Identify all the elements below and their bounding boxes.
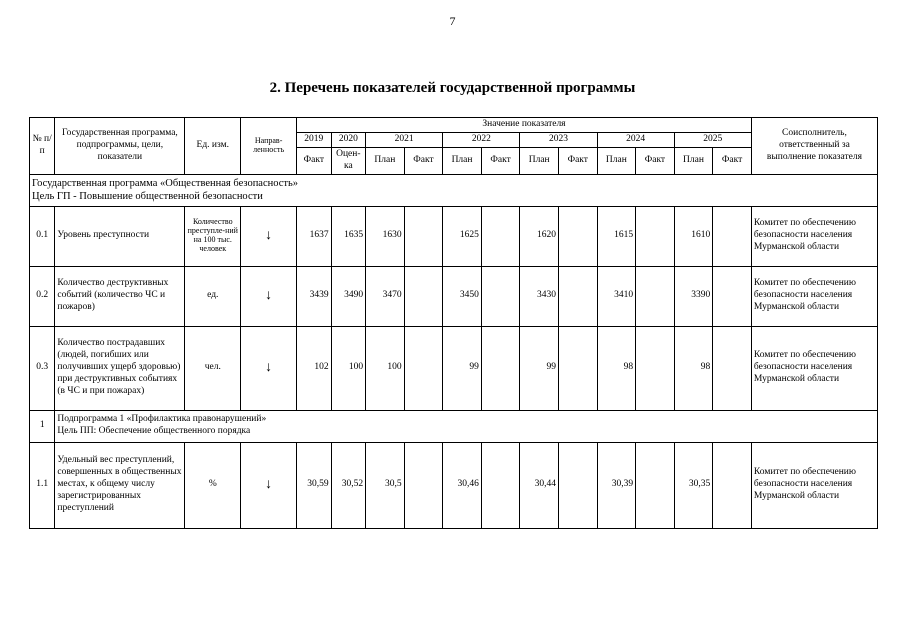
value-2021-plan: 3470 [366,266,405,326]
value-2022-plan: 99 [443,326,482,410]
value-2025-fact [713,206,752,266]
value-2021-plan: 30,5 [366,442,405,528]
year-2021: 2021 [366,132,443,147]
value-2020: 30,52 [331,442,366,528]
value-2023-plan: 99 [520,326,559,410]
row-num: 1.1 [30,442,55,528]
row-num: 0.3 [30,326,55,410]
program-goal: Цель ГП - Повышение общественной безопасности [32,191,263,202]
kind-fact-2019: Факт [297,147,332,174]
row-executor: Комитет по обеспечению безопасности населения Мурманской области [751,206,877,266]
table-row [30,442,878,528]
value-2022-fact [481,326,520,410]
kind-plan-2023: План [520,147,559,174]
value-2025-fact [713,326,752,410]
year-2019: 2019 [297,132,332,147]
header-unit: Ед. изм. [185,118,241,175]
value-2024-fact [636,442,675,528]
header-executor: Соисполнитель, ответственный за выполнение показателя [751,118,877,175]
header-row-1 [30,118,878,133]
subprogram-title: Подпрограмма 1 «Профилактика правонарушений» [57,414,267,425]
kind-plan-2021: План [366,147,405,174]
kind-plan-2024: План [597,147,636,174]
subprogram-num: 1 [30,410,55,442]
row-executor: Комитет по обеспечению безопасности населения Мурманской области [751,442,877,528]
page-number: 7 [449,14,456,28]
value-2023-fact [558,206,597,266]
value-2022-fact [481,442,520,528]
value-2022-fact [481,206,520,266]
kind-fact-2021: Факт [404,147,443,174]
value-2024-plan: 98 [597,326,636,410]
value-2020: 1635 [331,206,366,266]
table-row [30,326,878,410]
year-2020: 2020 [331,132,366,147]
indicators-table [29,117,878,529]
program-title: Государственная программа «Общественная безопасность» [32,177,299,189]
header-direction: Направ-ленность [241,118,297,175]
value-2025-fact [713,442,752,528]
row-name: Количество деструктивных событий (количество ЧС и пожаров) [55,266,185,326]
value-2024-plan: 3410 [597,266,636,326]
value-2025-plan: 1610 [674,206,713,266]
value-2022-plan: 3450 [443,266,482,326]
value-2021-fact [404,442,443,528]
value-2019: 30,59 [297,442,332,528]
value-2020: 3490 [331,266,366,326]
row-executor: Комитет по обеспечению безопасности населения Мурманской области [751,326,877,410]
value-2024-plan: 30,39 [597,442,636,528]
header-name: Государственная программа, подпрограммы, цели, показатели [55,118,185,175]
value-2024-fact [636,206,675,266]
value-2023-plan: 3430 [520,266,559,326]
subprogram-goal: Цель ПП: Обеспечение общественного порядка [57,426,251,436]
value-2021-plan: 100 [366,326,405,410]
row-unit: % [185,442,241,528]
row-num: 0.1 [30,206,55,266]
value-2024-fact [636,326,675,410]
value-2019: 1637 [297,206,332,266]
value-2021-fact [404,326,443,410]
value-2023-fact [558,442,597,528]
down-arrow-icon: ↓ [241,442,297,528]
down-arrow-icon: ↓ [241,266,297,326]
value-2023-plan: 1620 [520,206,559,266]
kind-fact-2024: Факт [636,147,675,174]
kind-plan-2022: План [443,147,482,174]
kind-fact-2025: Факт [713,147,752,174]
value-2023-fact [558,266,597,326]
row-name: Количество пострадавших (людей, погибших или получивших ущерб здоровью) при деструктивных событиях (в ЧС и при пожарах) [55,326,185,410]
value-2022-plan: 30,46 [443,442,482,528]
value-2021-plan: 1630 [366,206,405,266]
year-2023: 2023 [520,132,597,147]
year-2022: 2022 [443,132,520,147]
subprogram-cell [55,410,878,442]
value-2025-plan: 3390 [674,266,713,326]
row-unit: Количество преступле-ний на 100 тыс. человек [185,206,241,266]
row-unit: ед. [185,266,241,326]
subprogram-row [30,410,878,442]
value-2025-fact [713,266,752,326]
row-name: Уровень преступности [55,206,185,266]
down-arrow-icon: ↓ [241,206,297,266]
header-value-group: Значение показателя [297,118,752,133]
value-2021-fact [404,206,443,266]
value-2019: 102 [297,326,332,410]
year-2025: 2025 [674,132,751,147]
row-name: Удельный вес преступлений, совершенных в общественных местах, к общему числу зарегистрированных преступлений [55,442,185,528]
value-2021-fact [404,266,443,326]
kind-estimate-2020: Оцен-ка [331,147,366,174]
value-2024-plan: 1615 [597,206,636,266]
value-2020: 100 [331,326,366,410]
kind-fact-2022: Факт [481,147,520,174]
value-2019: 3439 [297,266,332,326]
value-2025-plan: 30,35 [674,442,713,528]
program-cell [30,174,878,206]
row-executor: Комитет по обеспечению безопасности населения Мурманской области [751,266,877,326]
value-2022-plan: 1625 [443,206,482,266]
kind-plan-2025: План [674,147,713,174]
row-unit: чел. [185,326,241,410]
program-row [30,174,878,206]
row-num: 0.2 [30,266,55,326]
kind-fact-2023: Факт [558,147,597,174]
year-2024: 2024 [597,132,674,147]
section-title: 2. Перечень показателей государственной программы [269,80,636,96]
value-2023-fact [558,326,597,410]
value-2025-plan: 98 [674,326,713,410]
down-arrow-icon: ↓ [241,326,297,410]
value-2022-fact [481,266,520,326]
header-num: № п/п [30,118,55,175]
value-2024-fact [636,266,675,326]
value-2023-plan: 30,44 [520,442,559,528]
table-row [30,206,878,266]
table-row [30,266,878,326]
